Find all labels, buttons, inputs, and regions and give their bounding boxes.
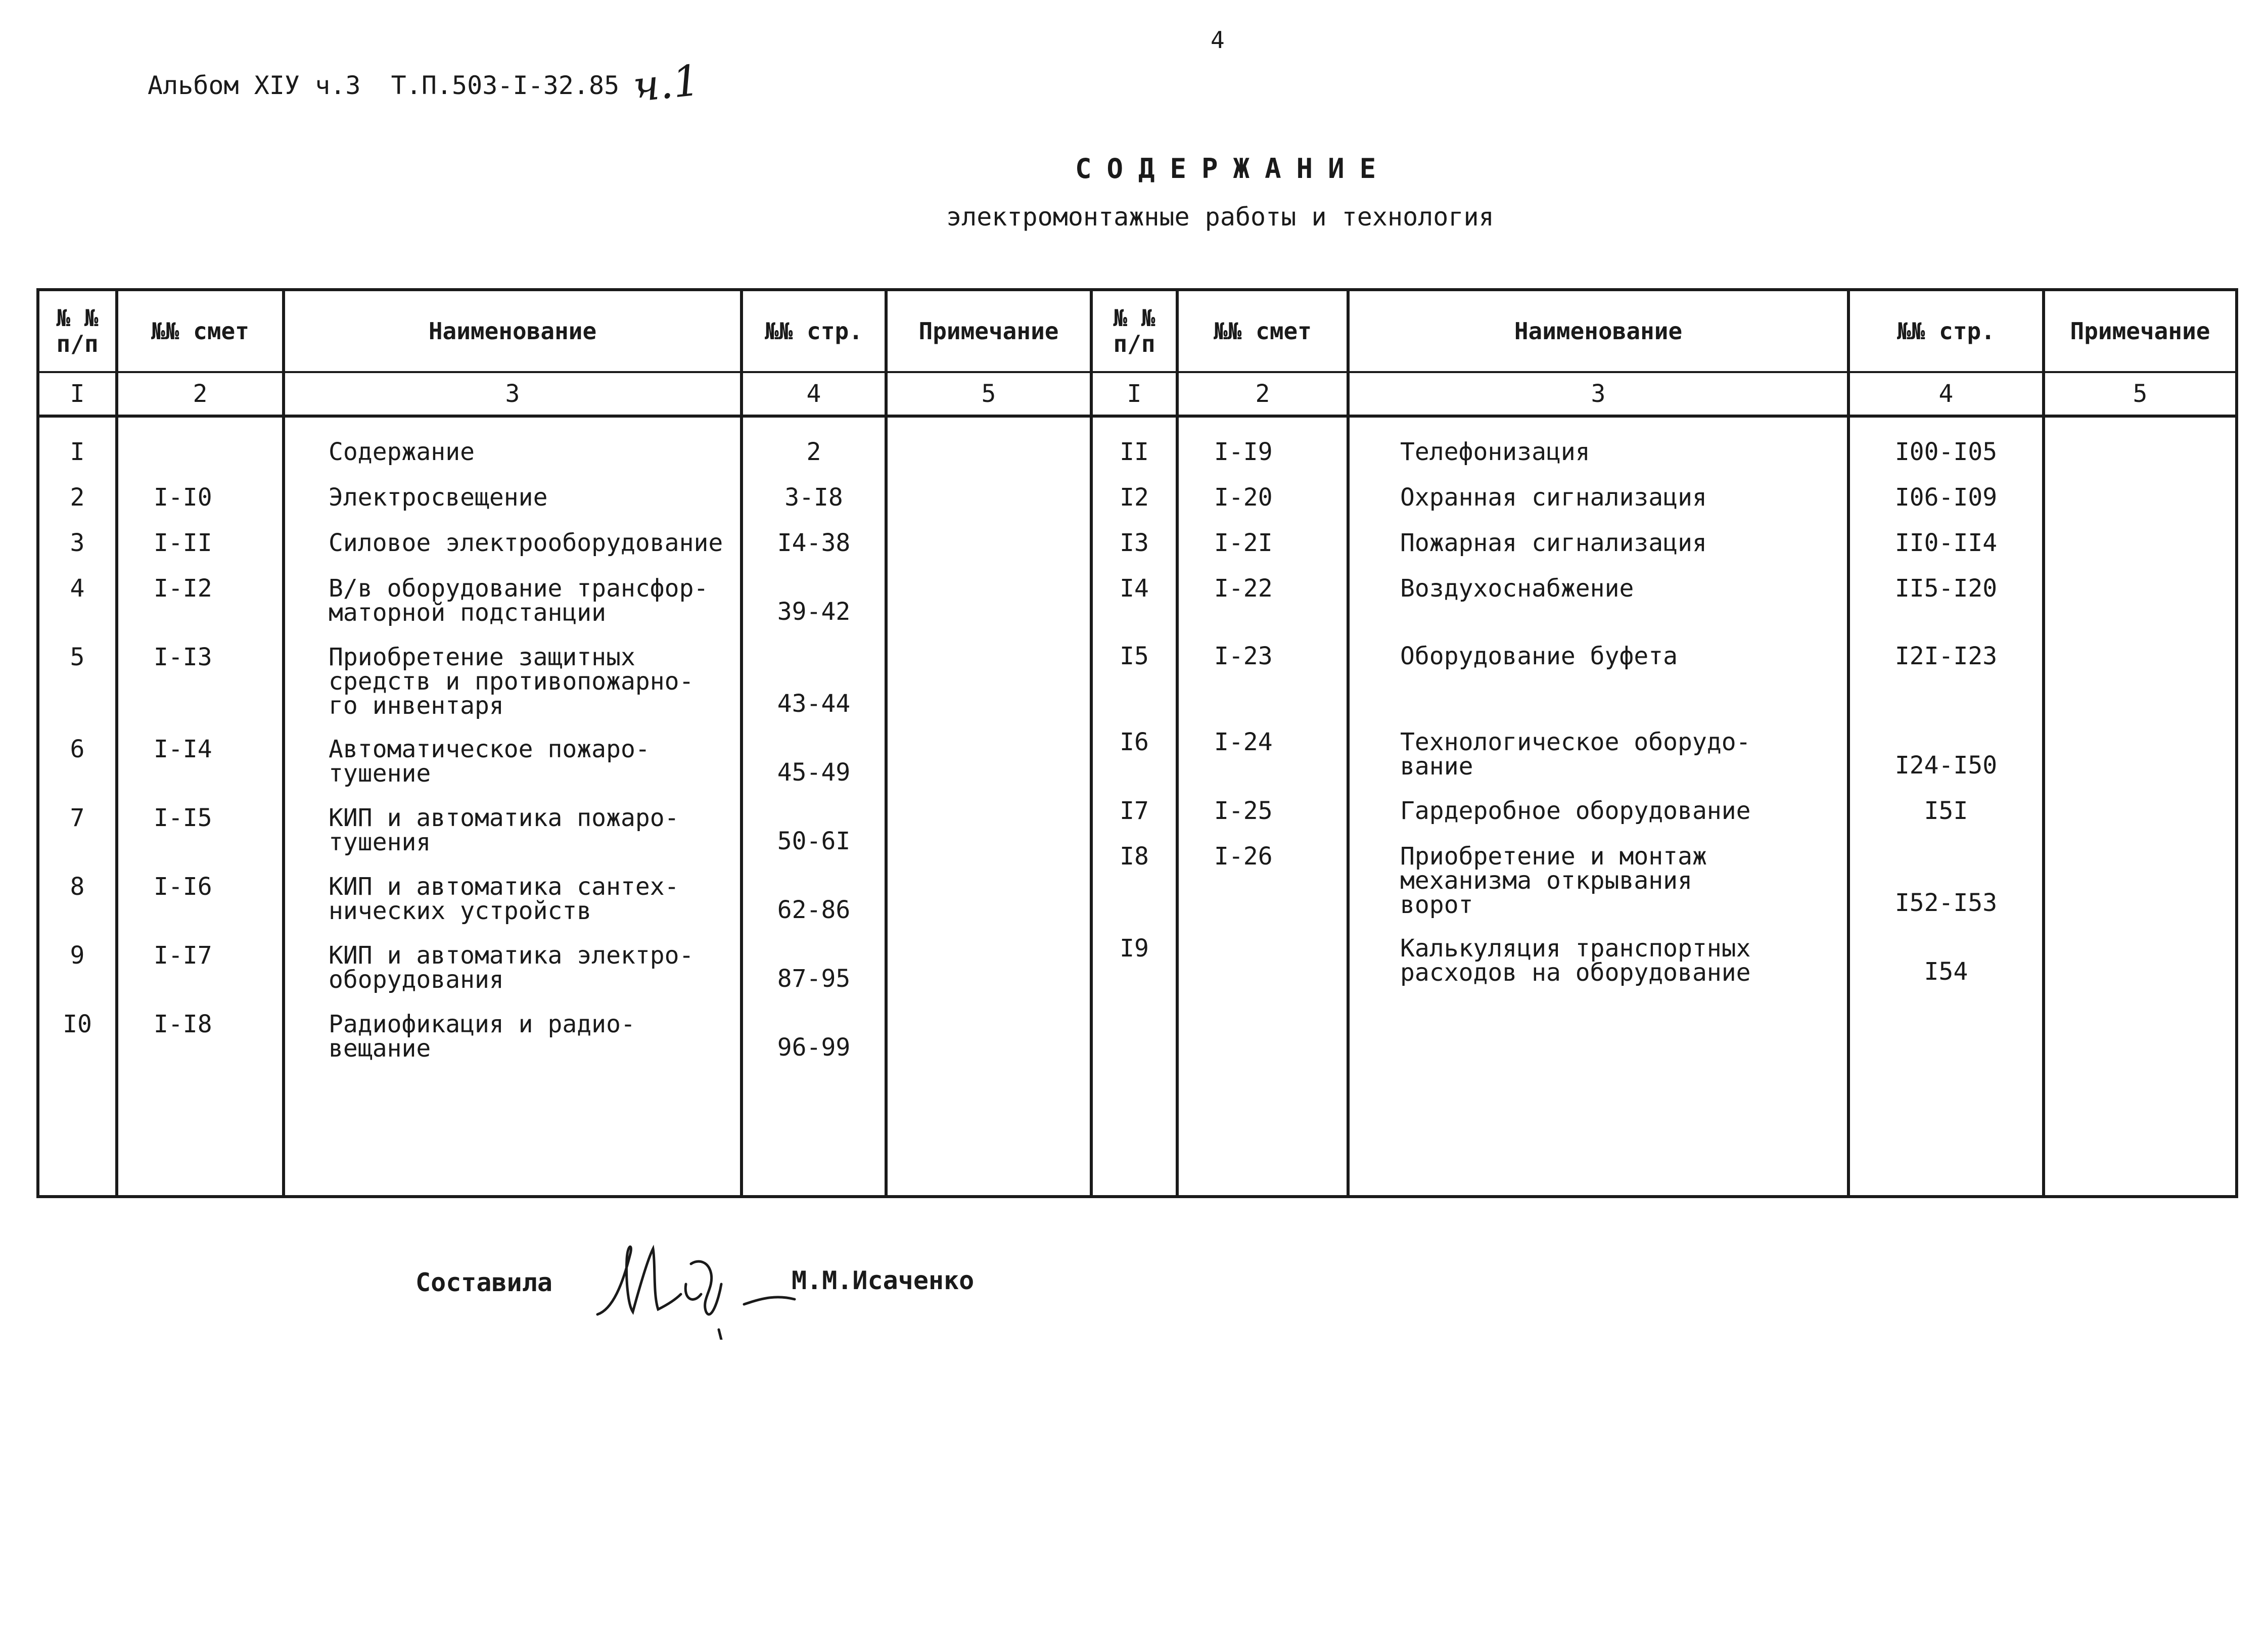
right-row-note <box>2045 799 2235 844</box>
document-subtitle: электромонтажные работы и технология <box>946 202 1494 232</box>
body-row <box>38 416 2237 1197</box>
right-name-column <box>1348 416 1848 1197</box>
left-code-column <box>117 416 284 1197</box>
right-row-code: I-25 <box>1214 797 1273 825</box>
right-row-code: I-2I <box>1214 529 1273 557</box>
column-number: I <box>1091 372 1177 416</box>
column-number: 5 <box>2044 372 2237 416</box>
column-number: I <box>38 372 117 416</box>
left-row-code: I-I0 <box>154 483 212 512</box>
compiled-by-label: Составила <box>415 1268 552 1297</box>
left-num-column <box>38 416 117 1197</box>
left-row-pages: 50-6I <box>777 827 851 855</box>
left-row-num: 9 <box>70 941 85 970</box>
left-row-pages: 3-I8 <box>784 483 843 512</box>
left-row-note <box>888 531 1090 576</box>
left-row-note <box>888 440 1090 485</box>
left-row-pages: 96-99 <box>777 1033 851 1062</box>
right-row-pages: I00-I05 <box>1894 438 1998 466</box>
right-row-pages: I2I-I23 <box>1894 642 1998 670</box>
right-row-note <box>2045 576 2235 644</box>
left-row-note <box>888 485 1090 531</box>
left-row-name: КИП и автоматика электро- оборудования <box>329 941 694 994</box>
right-row-code <box>1214 936 1347 1005</box>
left-row-name: Содержание <box>329 438 475 466</box>
left-row-pages: 39-42 <box>777 598 851 626</box>
handwritten-signature <box>592 1223 805 1340</box>
header-name: Наименование <box>284 290 742 372</box>
right-row-note <box>2045 844 2235 936</box>
left-row-code: I-I6 <box>154 873 212 901</box>
left-row-num: 7 <box>70 804 85 832</box>
document-title: СОДЕРЖАНИЕ <box>1075 153 1392 185</box>
right-row-code: I-I9 <box>1214 438 1273 466</box>
right-pages-column <box>1848 416 2044 1197</box>
album-reference: Альбом XIУ ч.3 Т.П.503-I-32.85 , <box>148 71 650 100</box>
right-row-name: Телефонизация <box>1400 438 1590 466</box>
right-row-note <box>2045 531 2235 576</box>
left-row-num: 4 <box>70 574 85 603</box>
column-number: 4 <box>742 372 886 416</box>
left-row-note <box>888 645 1090 737</box>
right-row-pages: II5-I20 <box>1894 574 1998 603</box>
left-row-name: Электросвещение <box>329 483 548 512</box>
right-row-num: II <box>1120 438 1149 466</box>
left-row-pages: 45-49 <box>777 758 851 787</box>
page-number: 4 <box>1211 26 1225 54</box>
right-note-column <box>2044 416 2237 1197</box>
right-row-note <box>2045 485 2235 531</box>
right-row-pages: II0-II4 <box>1894 529 1998 557</box>
left-row-name: Силовое электрооборудование <box>329 529 723 557</box>
left-row-name: Приобретение защитных средств и противопожарно- го инвентаря <box>329 643 694 720</box>
right-num-column <box>1091 416 1177 1197</box>
right-row-name: Калькуляция транспортных расходов на оборудование <box>1400 934 1751 987</box>
right-row-name: Пожарная сигнализация <box>1400 529 1707 557</box>
right-row-num: I4 <box>1120 574 1149 603</box>
right-code-column <box>1177 416 1348 1197</box>
left-row-name: Автоматическое пожаро- тушение <box>329 735 650 788</box>
right-row-pages: I52-I53 <box>1894 889 1998 917</box>
header-pages: №№ стр. <box>1848 290 2044 372</box>
left-row-code: I-I7 <box>154 941 212 970</box>
right-row-note <box>2045 644 2235 730</box>
left-row-name: КИП и автоматика пожаро- тушения <box>329 804 679 856</box>
left-name-column <box>284 416 742 1197</box>
left-row-pages: 62-86 <box>777 896 851 924</box>
header-note: Примечание <box>886 290 1091 372</box>
header-name: Наименование <box>1348 290 1848 372</box>
left-row-note <box>888 875 1090 943</box>
right-row-num: I6 <box>1120 728 1149 756</box>
right-row-num: I9 <box>1120 934 1149 963</box>
left-row-note <box>888 737 1090 806</box>
left-pages-column <box>742 416 886 1197</box>
left-row-code: I-I3 <box>154 643 212 671</box>
right-row-note <box>2045 936 2235 1005</box>
header-code: №№ смет <box>117 290 284 372</box>
header-note: Примечание <box>2044 290 2237 372</box>
right-row-name: Воздухоснабжение <box>1400 574 1634 603</box>
left-row-code: I-I4 <box>154 735 212 763</box>
left-row-num: 5 <box>70 643 85 671</box>
right-row-note <box>2045 730 2235 799</box>
column-number-row <box>38 372 2237 416</box>
left-row-code: I-I8 <box>154 1010 212 1038</box>
left-row-num: I <box>70 438 85 466</box>
right-row-pages: I5I <box>1924 797 1968 825</box>
right-row-name: Оборудование буфета <box>1400 642 1678 670</box>
left-row-name: КИП и автоматика сантех- нических устройств <box>329 873 679 925</box>
left-row-note <box>888 943 1090 1012</box>
right-row-name: Гардеробное оборудование <box>1400 797 1751 825</box>
left-row-code <box>154 440 282 485</box>
left-row-pages: 43-44 <box>777 690 851 718</box>
header-row <box>38 290 2237 372</box>
left-row-name: Радиофикация и радио- вещание <box>329 1010 635 1063</box>
right-row-code: I-22 <box>1214 574 1273 603</box>
header-num: № № п/п <box>38 290 117 372</box>
right-row-num: I3 <box>1120 529 1149 557</box>
right-row-name: Технологическое оборудо- вание <box>1400 728 1751 781</box>
column-number: 3 <box>284 372 742 416</box>
right-row-code: I-20 <box>1214 483 1273 512</box>
left-row-pages: 87-95 <box>777 965 851 993</box>
left-row-code: I-I2 <box>154 574 212 603</box>
column-number: 3 <box>1348 372 1848 416</box>
right-row-code: I-26 <box>1214 842 1273 871</box>
right-row-code: I-24 <box>1214 728 1273 756</box>
header-code: №№ смет <box>1177 290 1348 372</box>
right-row-note <box>2045 440 2235 485</box>
header-num: № № п/п <box>1091 290 1177 372</box>
left-row-code: I-II <box>154 529 212 557</box>
right-row-pages: I54 <box>1924 957 1968 986</box>
right-row-code: I-23 <box>1214 642 1273 670</box>
left-row-num: I0 <box>63 1010 92 1038</box>
column-number: 4 <box>1848 372 2044 416</box>
column-number: 2 <box>1177 372 1348 416</box>
right-row-name: Приобретение и монтаж механизма открывания ворот <box>1400 842 1707 919</box>
right-row-num: I7 <box>1120 797 1149 825</box>
left-row-num: 3 <box>70 529 85 557</box>
left-row-num: 2 <box>70 483 85 512</box>
right-row-name: Охранная сигнализация <box>1400 483 1707 512</box>
right-row-pages: I06-I09 <box>1894 483 1998 512</box>
right-row-num: I2 <box>1120 483 1149 512</box>
column-number: 5 <box>886 372 1091 416</box>
handwritten-part-note: ч.1 <box>630 55 703 112</box>
right-row-num: I8 <box>1120 842 1149 871</box>
left-row-pages: 2 <box>806 438 821 466</box>
left-row-pages: I4-38 <box>777 529 851 557</box>
left-row-note <box>888 806 1090 875</box>
left-row-note <box>888 1012 1090 1081</box>
right-row-pages: I24-I50 <box>1894 751 1998 780</box>
signer-name: М.М.Исаченко <box>792 1266 975 1295</box>
right-row-num: I5 <box>1120 642 1149 670</box>
left-row-code: I-I5 <box>154 804 212 832</box>
left-row-num: 6 <box>70 735 85 763</box>
left-row-name: В/в оборудование трансфор- маторной подстанции <box>329 574 709 627</box>
column-number: 2 <box>117 372 284 416</box>
left-row-note <box>888 576 1090 645</box>
left-row-num: 8 <box>70 873 85 901</box>
header-pages: №№ стр. <box>742 290 886 372</box>
contents-table <box>36 288 2238 1198</box>
left-note-column <box>886 416 1091 1197</box>
